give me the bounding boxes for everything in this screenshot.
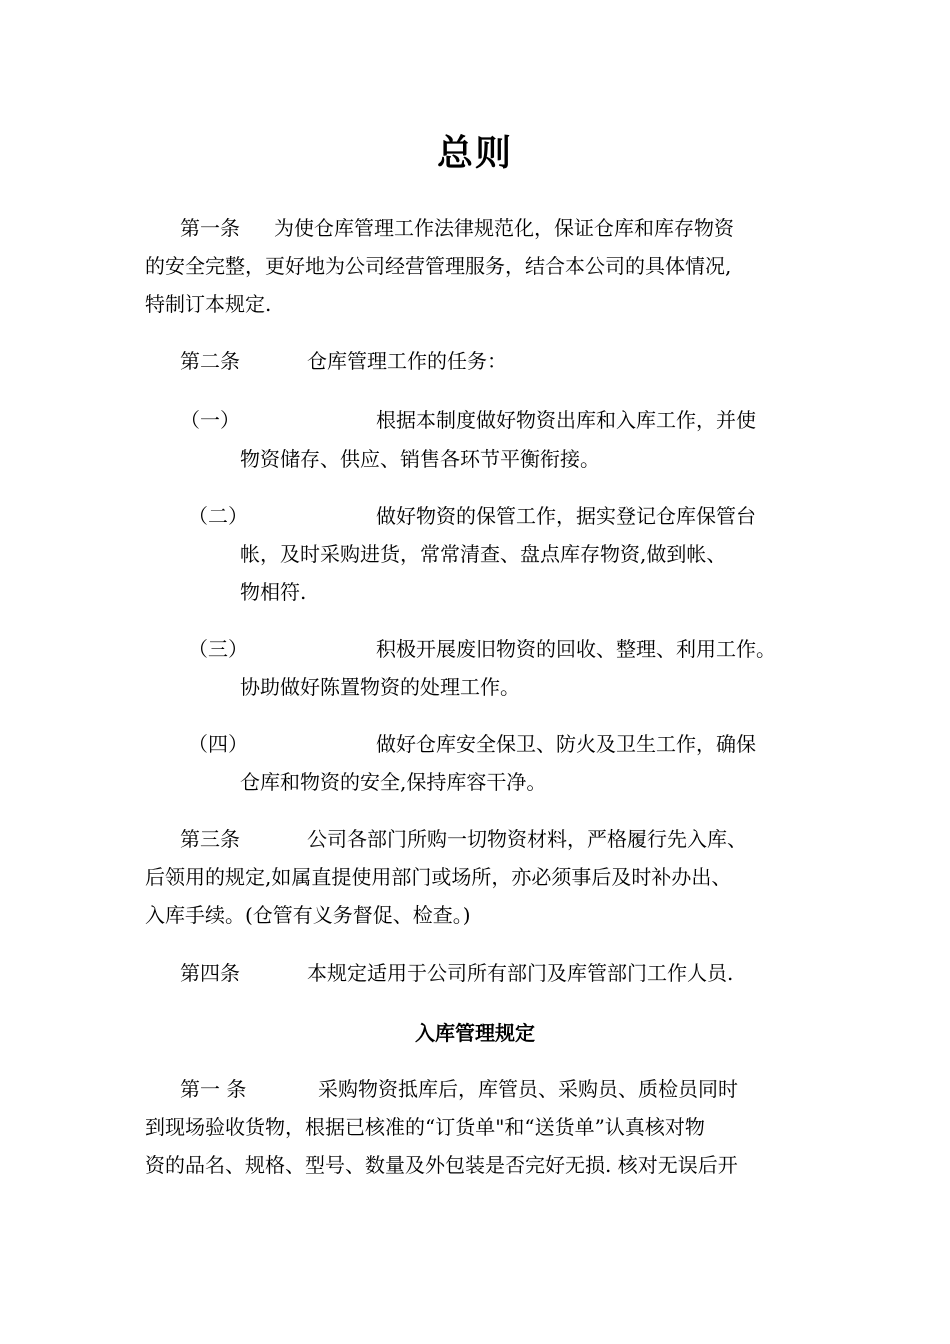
task-3-label: （三）: [188, 637, 248, 661]
task-4-label: （四）: [188, 732, 248, 756]
article-3-text-line-1: 公司各部门所购一切物资材料，严格履行先入库、: [307, 827, 747, 851]
inbound-article-1-text-line-2: 到现场验收货物，根据已核准的“订货单"和“送货单”认真核对物: [145, 1115, 705, 1139]
inbound-article-1-text-line-3: 资的品名、规格、型号、数量及外包装是否完好无损. 核对无误后开: [145, 1153, 738, 1177]
article-4-text: 本规定适用于公司所有部门及库管部门工作人员.: [307, 961, 734, 985]
inbound-article-1-label: 第一 条: [180, 1077, 247, 1101]
article-1-text-line-1: 为使仓库管理工作法律规范化，保证仓库和库存物资: [274, 216, 734, 240]
task-1-text-line-1: 根据本制度做好物资出库和入库工作，并使: [376, 408, 756, 432]
task-2-text-line-2: 帐，及时采购进货，常常清查、盘点库存物资,做到帐、: [240, 542, 727, 566]
article-3-text-line-2: 后领用的规定,如属直提使用部门或场所，亦必须事后及时补办出、: [145, 865, 732, 889]
task-2-text-line-1: 做好物资的保管工作，据实登记仓库保管台: [376, 504, 756, 528]
article-1-text-line-3: 特制订本规定.: [145, 292, 272, 316]
page-title: 总则: [436, 133, 513, 174]
task-1-text-line-2: 物资储存、供应、销售各环节平衡衔接。: [240, 447, 600, 471]
task-3-text-line-1: 积极开展废旧物资的回收、整理、利用工作。: [376, 637, 776, 661]
article-2-label: 第二条: [180, 349, 240, 373]
article-3-text-line-3: 入库手续。(仓管有义务督促、检查。): [145, 903, 471, 927]
article-3-label: 第三条: [180, 827, 240, 851]
task-2-text-line-3: 物相符.: [240, 580, 307, 604]
task-3-text-line-2: 协助做好陈置物资的处理工作。: [240, 675, 520, 699]
task-1-label: （一）: [180, 408, 240, 432]
inbound-article-1-text-line-1: 采购物资抵库后，库管员、采购员、质检员同时: [318, 1077, 738, 1101]
article-1-text-line-2: 的安全完整，更好地为公司经营管理服务，结合本公司的具体情况,: [145, 254, 732, 278]
article-4-label: 第四条: [180, 961, 240, 985]
task-2-label: （二）: [188, 504, 248, 528]
section-title-inbound: 入库管理规定: [415, 1021, 535, 1045]
article-2-text: 仓库管理工作的任务：: [307, 349, 507, 373]
task-4-text-line-2: 仓库和物资的安全,保持库容干净。: [240, 770, 547, 794]
article-1-label: 第一条: [180, 216, 240, 240]
task-4-text-line-1: 做好仓库安全保卫、防火及卫生工作，确保: [376, 732, 756, 756]
